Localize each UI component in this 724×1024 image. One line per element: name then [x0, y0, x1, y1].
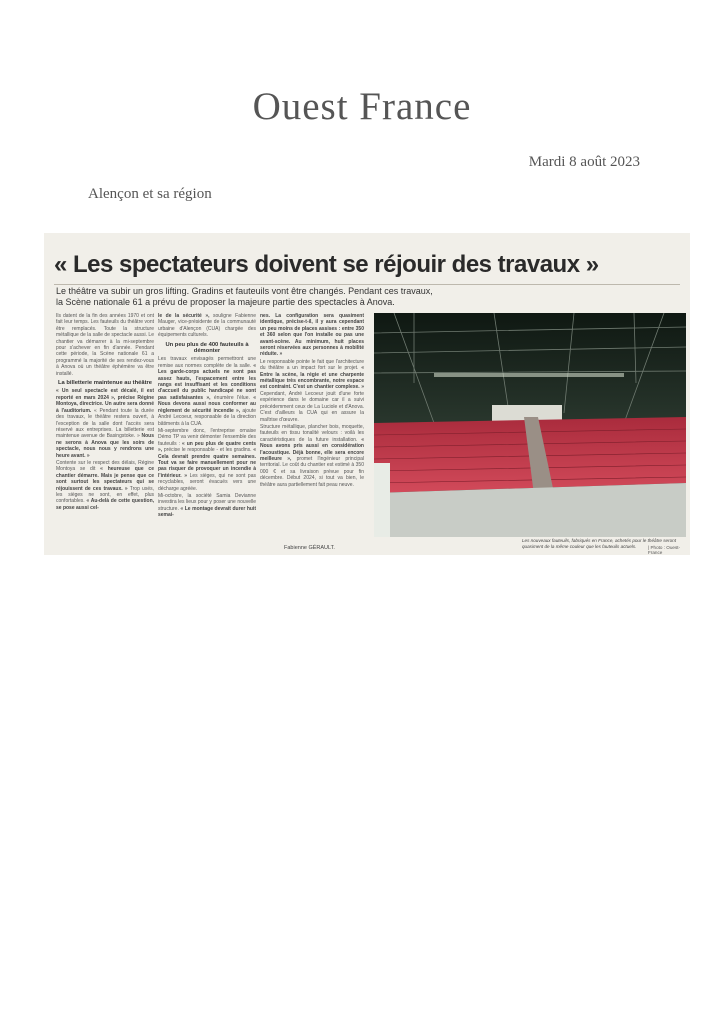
- text: Les travaux envisagés permettront une remise aux normes complète de la salle.: [158, 356, 256, 369]
- paragraph: [260, 424, 364, 488]
- subheading: Un peu plus de 400 fauteuils à démonter: [165, 341, 249, 355]
- text: souligne Fabienne Mauger, vice-présidente de la communauté urbaine d'Alençon (CUA) chargée des équipements culturels.: [158, 313, 256, 339]
- stage-lights: [434, 373, 624, 377]
- text: ajoute André Lecoeur, responsable de la direction bâtiments à la CUA.: [158, 407, 256, 427]
- stage-screen: [374, 463, 390, 537]
- text: promet l'ingénieur principal territorial. Le coût du chantier est estimé à 350 000 € et sa livraison prévue pour fin décembre. Début 2024, si tout va bien, le théâtre aura partiellement fait peau neuve.: [260, 455, 364, 488]
- paragraph: [158, 493, 256, 519]
- headline-rule: [54, 284, 680, 285]
- bold-text: « Cela devrait prendre quatre semaines. Tout va se faire manuellement pour ne pas risquer de provoquer un incendie à l'intérieur. »: [158, 447, 256, 479]
- paragraph: nes. La configuration sera quasiment identique, précise-t-il, il y aura cependant un peu moins de places assises : entre 350 et 360 selon que l'on installe ou pas une avant-scène. Au minimum, huit places seront réservées aux personnes à mobilité réduite. »: [260, 313, 364, 358]
- text: Mi-octobre, la société Samia Devianne investira les lieux pour y poser une nouvelle structure.: [158, 492, 256, 512]
- article-column-2: [158, 313, 256, 551]
- paragraph: [158, 428, 256, 492]
- text: Contente sur le respect des délais, Régine Montoya se dit: [56, 459, 154, 473]
- text: précise le responsable - et les gradins.: [163, 447, 252, 454]
- bold-text: « heureuse que ce chantier démarre. Mais je pense que ce sont surtout les spectateurs qui se réjouissent de ces travaux. »: [56, 466, 154, 492]
- bold-text: « Les garde-corps actuels ne sont pas assez hauts, l'espacement entre les rangs est insuffisant et les conditions d'accueil du public handicapé ne sont pas satisfaisantes »,: [158, 362, 256, 401]
- paragraph: [158, 313, 256, 339]
- theatre-photo: [374, 313, 686, 537]
- photo-caption: Les nouveaux fauteuils, fabriqués en France, achetés pour le théâtre seront quasiment de la même couleur que les fauteuils actuels.: [522, 538, 676, 549]
- text: énumère l'élue.: [213, 394, 250, 401]
- text: Cependant, André Lecoeur jouit d'une forte expérience dans le domaine car il a suivi précédemment ceux de La Luciole et d'Anova. C'est d'ailleurs la CUA qui en assure la maîtrise d'œuvre.: [260, 390, 364, 423]
- text: Les sièges, qui ne sont pas recyclables, seront évacués vers une décharge agréée.: [158, 472, 256, 492]
- paragraph: [56, 388, 154, 458]
- text: Le responsable pointe le fait que l'architecture du théâtre a un impact fort sur le projet.: [260, 358, 364, 372]
- section-label: Alençon et sa région: [88, 186, 212, 202]
- article-lead: [56, 286, 576, 308]
- article-column-3: [260, 313, 364, 551]
- bold-text: Un autre sera donné à l'auditorium.: [56, 401, 154, 414]
- bold-text: « Nous avons pris aussi en considération l'acoustique. Déjà bonne, elle sera encore meilleure »,: [260, 436, 364, 462]
- text: Structure métallique, plancher bois, moquette, fauteuils en tissu tonalité velours : voilà les caractéristiques de la future installation.: [260, 423, 364, 443]
- paragraph: [158, 356, 256, 426]
- bold-text: « un peu plus de quatre cents »,: [158, 440, 256, 454]
- bold-text: « Au-delà de cette question, se pose aussi cel-: [56, 498, 154, 511]
- lead-line-1: Le théâtre va subir un gros lifting. Gradins et fauteuils vont être changés. Pendant ces travaux,: [56, 286, 433, 296]
- paragraph: Ils datent de la fin des années 1970 et ont fait leur temps. Les fauteuils du théâtre vont être remplacés. Toute la structure métallique de la salle de spectacle aussi. Le chantier va démarrer à la mi-septembre pour s'achever en fin d'année. Pendant cette période, la Scène nationale 61 a programmé la majorité de ses rendez-vous à Anova où un théâtre éphémère va être installé.: [56, 313, 154, 377]
- article-headline: « Les spectateurs doivent se réjouir des travaux »: [54, 251, 599, 278]
- article-column-1: [56, 313, 154, 551]
- bold-text: « Le montage devrait durer huit semai-: [158, 505, 256, 519]
- text: « Pendant toute la durée des travaux, le théâtre restera ouvert, à l'exception de la salle dont l'accès sera réservé aux entreprises. La billetterie est maintenue avenue de Basingstoke. »: [56, 407, 154, 440]
- subheading: La billetterie maintenue au théâtre: [57, 380, 153, 387]
- lead-line-2: la Scène nationale 61 a prévu de proposer la majeure partie des spectacles à Anova.: [56, 297, 395, 307]
- bold-text: « Entre la scène, la régie et une charpente métallique très encombrante, notre espace est contraint. C'est un chantier complexe. »: [260, 365, 364, 391]
- paragraph: [260, 359, 364, 423]
- bold-text: « Nous devons aussi nous conformer au règlement de sécurité incendie »,: [158, 394, 256, 414]
- text: Trop usés, les sièges ne sont, en effet, plus confortables.: [56, 485, 154, 505]
- photo-credit: | Photo : Ouest-France: [648, 545, 681, 555]
- publication-date: Mardi 8 août 2023: [528, 154, 640, 170]
- bold-text: « Un seul spectacle est décalé, il est reporté en mars 2024 », précise Régine Montoya, directrice.: [56, 388, 154, 408]
- paragraph: [56, 460, 154, 511]
- text: Mi-septembre donc, l'entreprise ornaise Démo TP va venir démonter l'ensemble des fauteuils :: [158, 427, 256, 447]
- bold-text: le de la sécurité »,: [158, 313, 210, 319]
- bold-text: Nous ne serons à Anova que les soirs de spectacle, nous nous y rendrons une heure avant. »: [56, 433, 154, 459]
- article-byline: Fabienne GÉRAULT.: [284, 545, 335, 551]
- masthead: Ouest France: [252, 85, 472, 128]
- newspaper-clipping: [44, 233, 690, 555]
